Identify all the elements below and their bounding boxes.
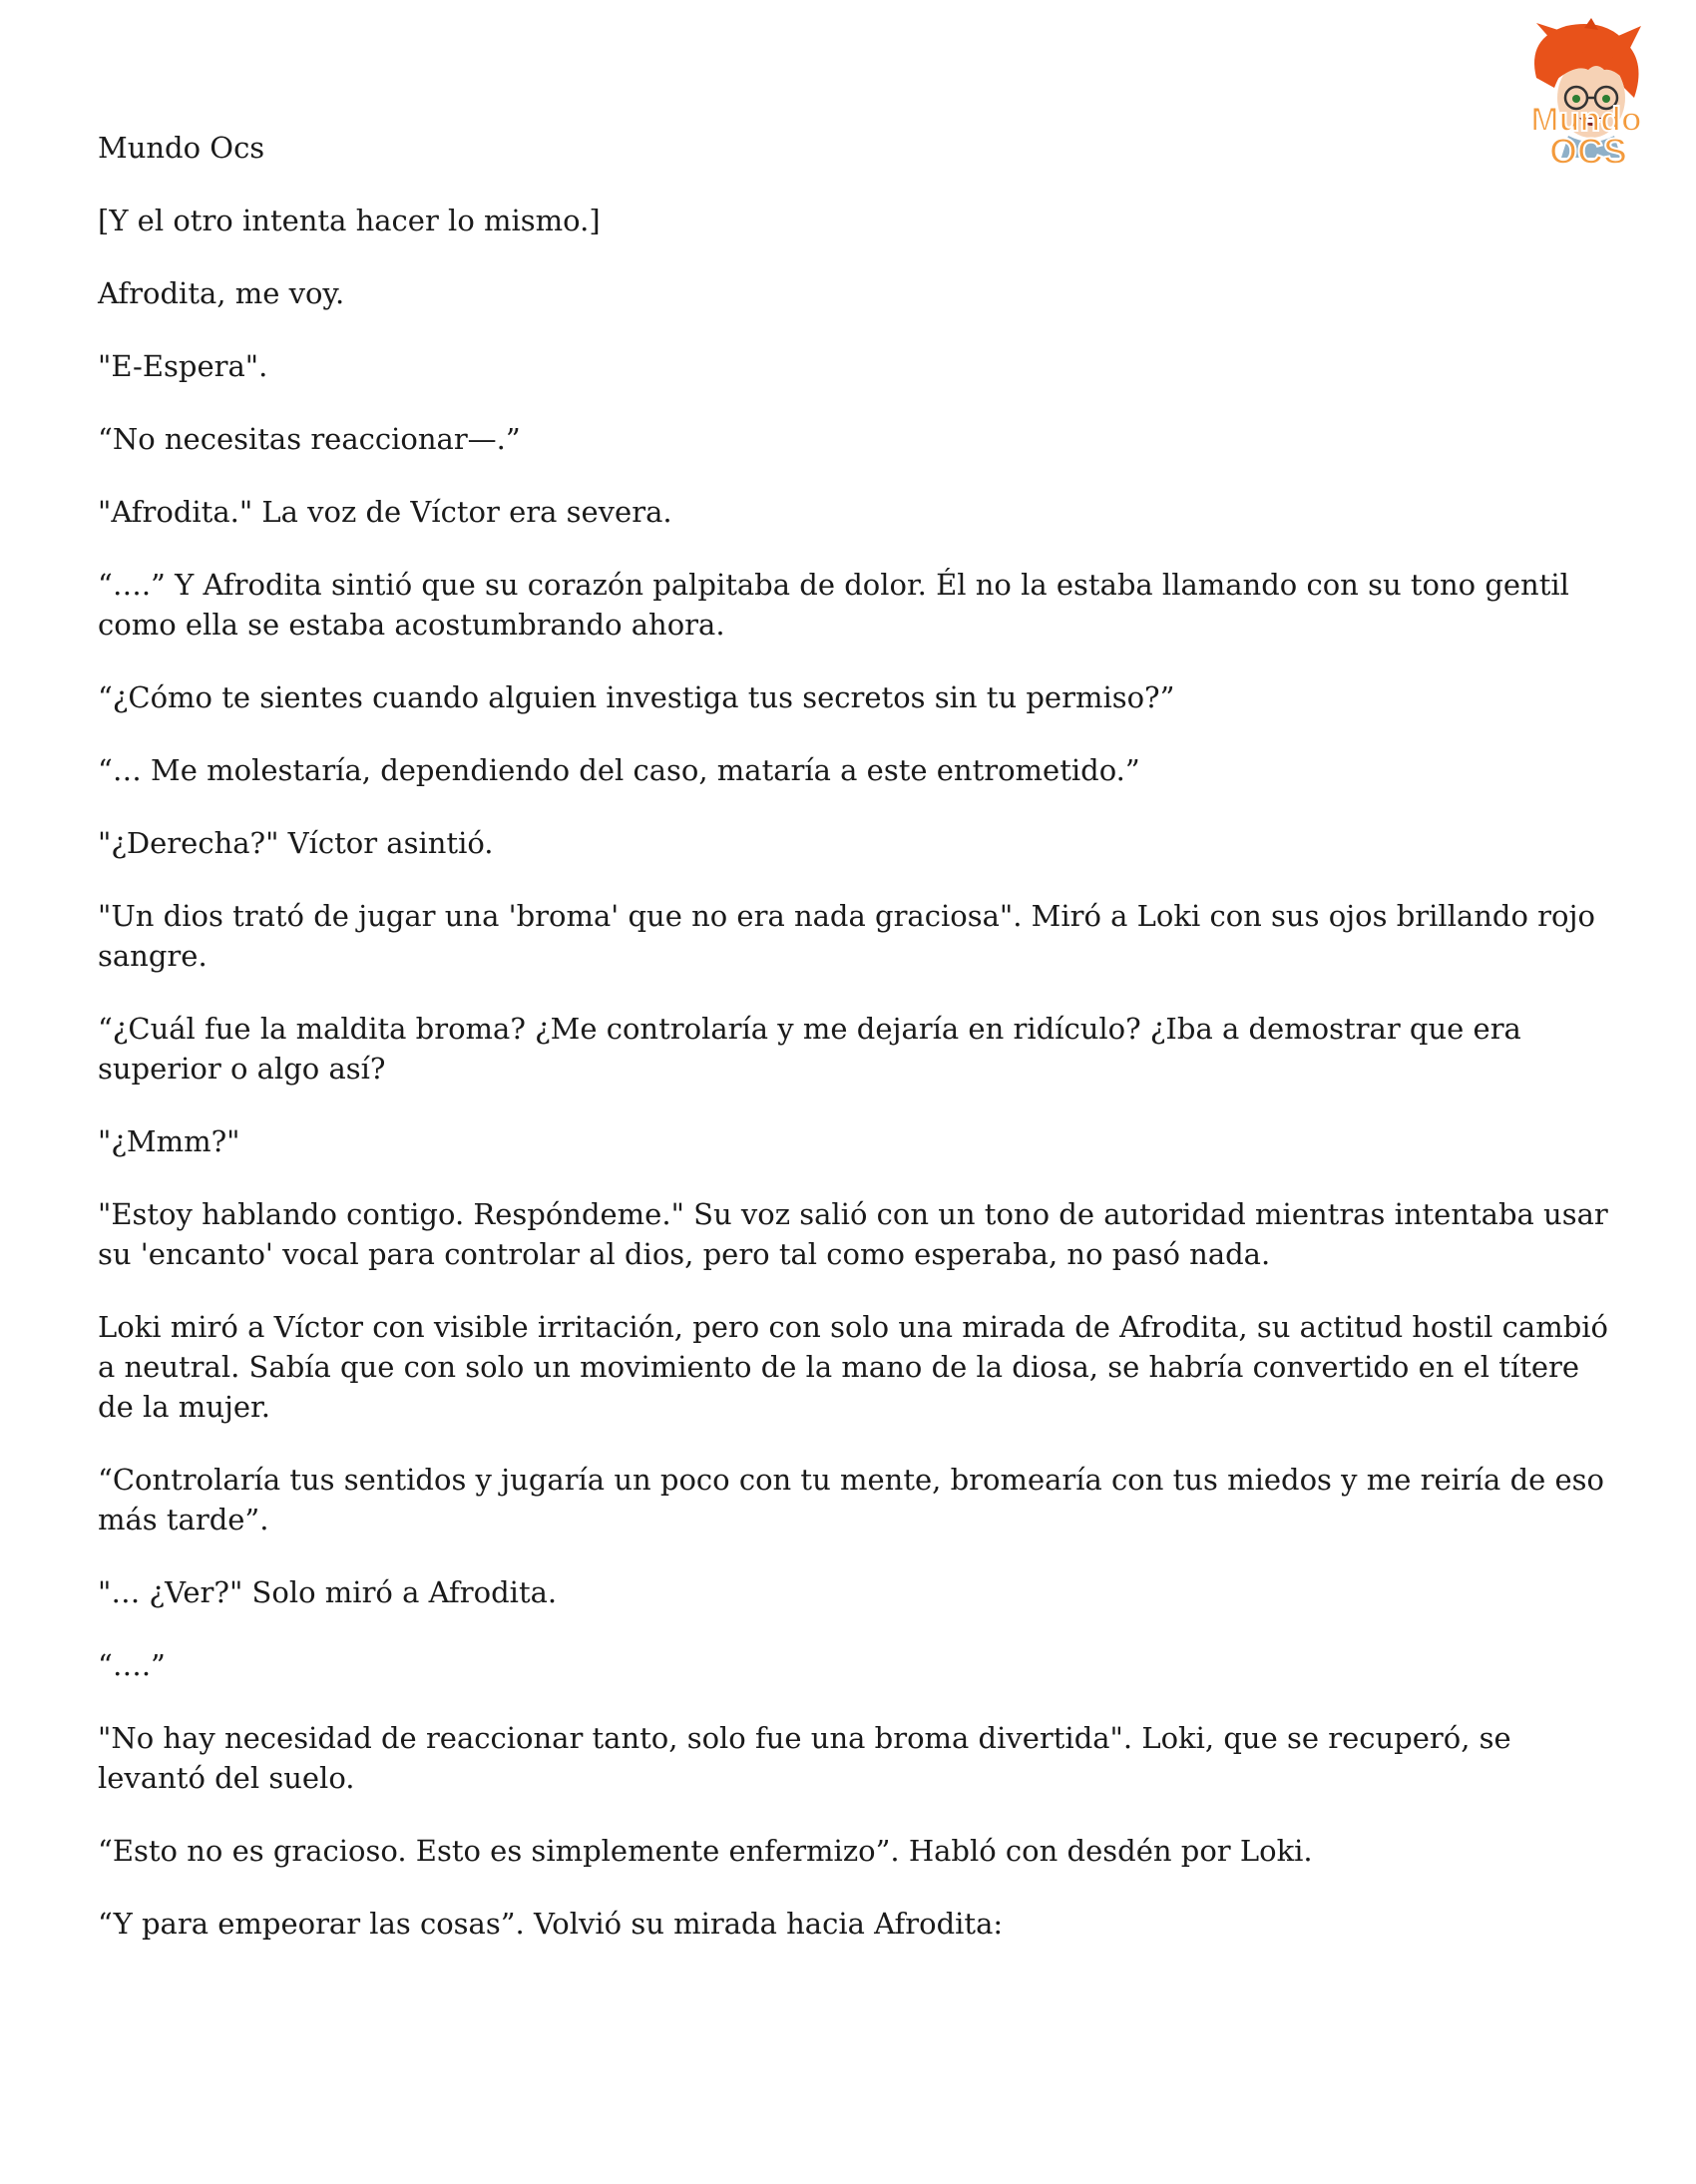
paragraph: "¿Mmm?": [98, 1124, 240, 1158]
logo-text-bottom: OCS: [1548, 131, 1628, 172]
paragraph: "Un dios trató de jugar una 'broma' que no era nada graciosa". Miró a Loki con sus ojos brillando rojo sangre.: [98, 899, 1595, 973]
paragraph: “… Me molestaría, dependiendo del caso, mataría a este entrometido.”: [98, 753, 1140, 787]
paragraph: “Controlaría tus sentidos y jugaría un poco con tu mente, bromearía con tus miedos y me reiría de eso más tarde”.: [98, 1463, 1605, 1536]
paragraph: “¿Cuál fue la maldita broma? ¿Me controlaría y me dejaría en ridículo? ¿Iba a demostrar que era superior o algo así?: [98, 1012, 1521, 1086]
paragraph: “No necesitas reaccionar—.”: [98, 422, 521, 456]
paragraph-list: [98, 201, 1624, 1944]
paragraph: "Estoy hablando contigo. Respóndeme." Su voz salió con un tono de autoridad mientras intentaba usar su 'encanto' vocal para controlar al dios, pero tal como esperaba, no pasó nada.: [98, 1197, 1608, 1271]
paragraph: "… ¿Ver?" Solo miró a Afrodita.: [98, 1575, 558, 1609]
paragraph: "E-Espera".: [98, 349, 268, 383]
paragraph: "¿Derecha?" Víctor asintió.: [98, 826, 494, 860]
paragraph: Afrodita, me voy.: [98, 276, 345, 310]
paragraph: “Esto no es gracioso. Esto es simplemente enfermizo”. Habló con desdén por Loki.: [98, 1834, 1313, 1868]
paragraph: “….” Y Afrodita sintió que su corazón palpitaba de dolor. Él no la estaba llamando con su tono gentil como ella se estaba acostumbrando ahora.: [98, 568, 1569, 642]
paragraph: “¿Cómo te sientes cuando alguien investiga tus secretos sin tu permiso?”: [98, 680, 1175, 714]
paragraph: “Y para empeorar las cosas”. Volvió su mirada hacia Afrodita:: [98, 1907, 1004, 1941]
paragraph: [Y el otro intenta hacer lo mismo.]: [98, 204, 601, 237]
logo-text-top: Mundo: [1530, 101, 1642, 139]
paragraph: "Afrodita." La voz de Víctor era severa.: [98, 495, 672, 529]
paragraph: Loki miró a Víctor con visible irritación, pero con solo una mirada de Afrodita, su actitud hostil cambió a neutral. Sabía que con solo un movimiento de la mano de la diosa, se habría convertido en el títere de la mujer.: [98, 1310, 1608, 1424]
paragraph: “….”: [98, 1648, 166, 1682]
paragraph: "No hay necesidad de reaccionar tanto, solo fue una broma divertida". Loki, que se recuperó, se levantó del suelo.: [98, 1721, 1511, 1795]
page-title: Mundo Ocs: [98, 131, 265, 165]
document-body: [98, 128, 1624, 1976]
